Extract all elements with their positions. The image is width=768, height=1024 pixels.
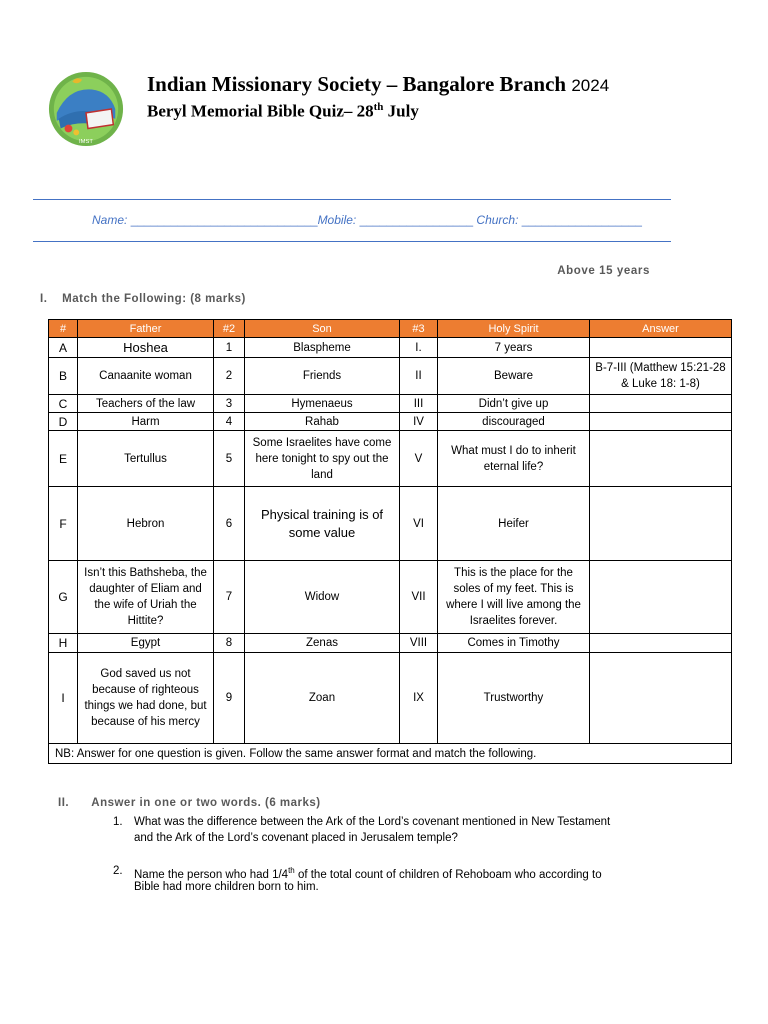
spirit-cell: Beware [438,358,590,395]
son-number: 8 [214,634,245,653]
age-group: Above 15 years [557,265,650,277]
section2-title: Answer in one or two words. (6 marks) [91,797,321,809]
son-cell: Friends [245,358,400,395]
son-number: 5 [214,431,245,487]
spirit-number: VIII [400,634,438,653]
church-label: Church: [476,213,519,227]
table-row [49,413,732,431]
header-cell: Father [78,320,214,338]
son-cell: Some Israelites have come here tonight to spy out the land [245,431,400,487]
header-cell: Answer [590,320,732,338]
son-number: 4 [214,413,245,431]
section2-number: II. [58,797,70,809]
page-title [147,72,609,97]
answer-cell[interactable] [590,634,732,653]
question-text-a: Name the person who had 1/4 [134,868,289,881]
spirit-number: VII [400,561,438,634]
table-note-row [49,744,732,764]
table-note: NB: Answer for one question is given. Follow the same answer format and match the following. [49,744,732,764]
spirit-cell: discouraged [438,413,590,431]
header-cell: # [49,320,78,338]
spirit-cell: Trustworthy [438,653,590,744]
header-cell: Son [245,320,400,338]
table-row [49,338,732,358]
father-cell: Egypt [78,634,214,653]
question-text: Bible had more children born to him. [134,881,319,893]
title-year: 2024 [571,76,610,95]
header-cell: #2 [214,320,245,338]
question-number: 2. [113,865,123,877]
spirit-number: VI [400,487,438,561]
question-sup: th [288,866,295,875]
society-logo [47,70,125,148]
table-row [49,487,732,561]
spirit-cell: Didn’t give up [438,395,590,413]
row-id: B [49,358,78,395]
son-number: 1 [214,338,245,358]
title-text: Indian Missionary Society – Bangalore Branch [147,72,567,96]
question-text-b: of the total count of children of Rehoboam who according to [294,868,602,881]
father-cell: Hoshea [78,338,214,358]
header-cell: #3 [400,320,438,338]
son-number: 2 [214,358,245,395]
logo-text: IMST [79,139,93,146]
spirit-number: III [400,395,438,413]
form-top-rule [33,199,671,200]
father-cell: Teachers of the law [78,395,214,413]
section1-title: Match the Following: (8 marks) [62,293,246,305]
table-row [49,358,732,395]
son-cell: Rahab [245,413,400,431]
spirit-cell: This is the place for the soles of my feet. This is where I will live among the Israelites forever. [438,561,590,634]
form-bottom-rule [33,241,671,242]
section2-heading [58,797,321,809]
table-row [49,431,732,487]
question-number: 1. [113,816,123,828]
header-cell: Holy Spirit [438,320,590,338]
table-row [49,634,732,653]
name-label: Name: [92,213,128,227]
father-cell: Isn’t this Bathsheba, the daughter of Eliam and the wife of Uriah the Hittite? [78,561,214,634]
subtitle-tail: July [383,101,419,121]
section1-number: I. [40,293,48,305]
participant-info-line [92,213,642,227]
spirit-cell: Comes in Timothy [438,634,590,653]
son-number: 3 [214,395,245,413]
answer-cell[interactable] [590,561,732,634]
table-row [49,395,732,413]
row-id: D [49,413,78,431]
spirit-cell: Heifer [438,487,590,561]
row-id: C [49,395,78,413]
son-cell: Widow [245,561,400,634]
father-cell: God saved us not because of righteous things we had done, but because of his mercy [78,653,214,744]
row-id: F [49,487,78,561]
subtitle-sup: th [373,101,384,113]
father-cell: Hebron [78,487,214,561]
table-row [49,653,732,744]
page-subtitle [147,101,419,122]
mobile-field[interactable]: _________________ [359,213,474,227]
spirit-number: I. [400,338,438,358]
father-cell: Harm [78,413,214,431]
row-id: I [49,653,78,744]
answer-cell[interactable] [590,413,732,431]
answer-cell[interactable] [590,395,732,413]
son-number: 6 [214,487,245,561]
table-header-row [49,320,732,338]
spirit-number: V [400,431,438,487]
spirit-number: II [400,358,438,395]
question-text: and the Ark of the Lord’s covenant placed in Jerusalem temple? [134,832,458,844]
spirit-cell: What must I do to inherit eternal life? [438,431,590,487]
son-cell: Zenas [245,634,400,653]
spirit-number: IX [400,653,438,744]
spirit-number: IV [400,413,438,431]
name-field[interactable]: ____________________________ [130,213,318,227]
son-number: 9 [214,653,245,744]
answer-cell[interactable] [590,431,732,487]
match-table [48,319,732,764]
answer-cell[interactable] [590,487,732,561]
son-cell: Physical training is of some value [245,487,400,561]
son-number: 7 [214,561,245,634]
mobile-label: Mobile: [317,213,357,227]
church-field[interactable]: __________________ [521,213,642,227]
answer-cell[interactable] [590,338,732,358]
question-text: What was the difference between the Ark of the Lord’s covenant mentioned in New Testament [134,816,611,828]
father-cell: Tertullus [78,431,214,487]
father-cell: Canaanite woman [78,358,214,395]
subtitle-text: Beryl Memorial Bible Quiz– 28 [147,101,374,121]
row-id: G [49,561,78,634]
son-cell: Hymenaeus [245,395,400,413]
section1-heading [40,293,246,305]
answer-cell[interactable] [590,653,732,744]
spirit-cell: 7 years [438,338,590,358]
son-cell: Zoan [245,653,400,744]
answer-cell[interactable]: B-7-III (Matthew 15:21-28 & Luke 18: 1-8) [590,358,732,395]
son-cell: Blaspheme [245,338,400,358]
row-id: H [49,634,78,653]
table-row [49,561,732,634]
row-id: E [49,431,78,487]
row-id: A [49,338,78,358]
